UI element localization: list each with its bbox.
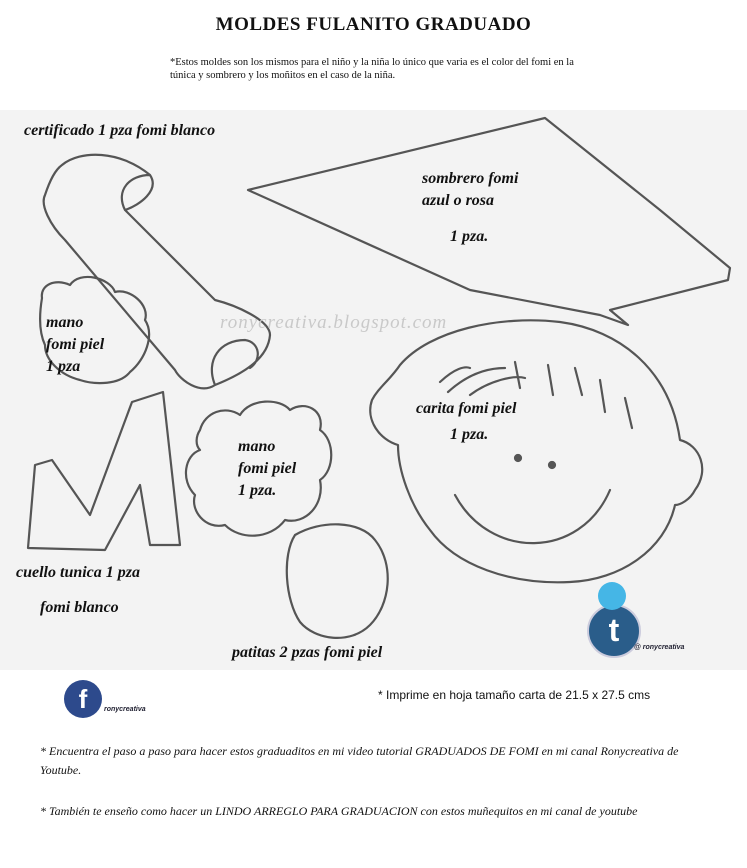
facebook-handle: ronycreativa (104, 706, 146, 713)
label-mano-left: mano fomi piel 1 pza (46, 314, 105, 375)
face-shape (370, 320, 702, 582)
label-cuello-color: fomi blanco (40, 599, 119, 616)
twitter-icon: t (587, 604, 641, 658)
label-cuello: cuello tunica 1 pza (16, 564, 141, 581)
print-note: * Imprime en hoja tamaño carta de 21.5 x 27.5 cms (378, 688, 651, 702)
page-title: MOLDES FULANITO GRADUADO (215, 14, 532, 35)
label-sombrero: sombrero fomi azul o rosa (422, 170, 519, 209)
label-carita-qty: 1 pza. (450, 426, 489, 443)
label-mano-center: mano fomi piel 1 pza. (238, 438, 297, 499)
hat-shape (248, 118, 730, 325)
twitter-handle: @ ronycreativa (634, 644, 685, 651)
label-carita: carita fomi piel (416, 400, 517, 417)
label-certificado: certificado 1 pza fomi blanco (24, 122, 216, 139)
label-sombrero-qty: 1 pza. (450, 228, 489, 245)
intro-note: *Estos moldes son los mismos para el niño y la niña lo único que varia es el color del fomi en la túnica y sombrero y los moñitos en el caso de la niña. (170, 57, 574, 81)
label-patitas: patitas 2 pzas fomi piel (232, 644, 383, 661)
watermark: ronycreativa.blogspot.com (220, 312, 448, 333)
facebook-icon: f (64, 680, 102, 718)
footer-line-1: * Encuentra el paso a paso para hacer estos graduaditos en mi video tutorial GRADUADOS DE FOMI en mi canal Ronycreativa de Youtube. (40, 744, 679, 777)
bird-icon (598, 582, 626, 610)
collar-shape (28, 392, 180, 550)
footer-line-2: * También te enseño como hacer un LINDO ARREGLO PARA GRADUACION con estos muñequitos en mi canal de youtube (40, 804, 638, 818)
feet-shape (287, 524, 388, 638)
